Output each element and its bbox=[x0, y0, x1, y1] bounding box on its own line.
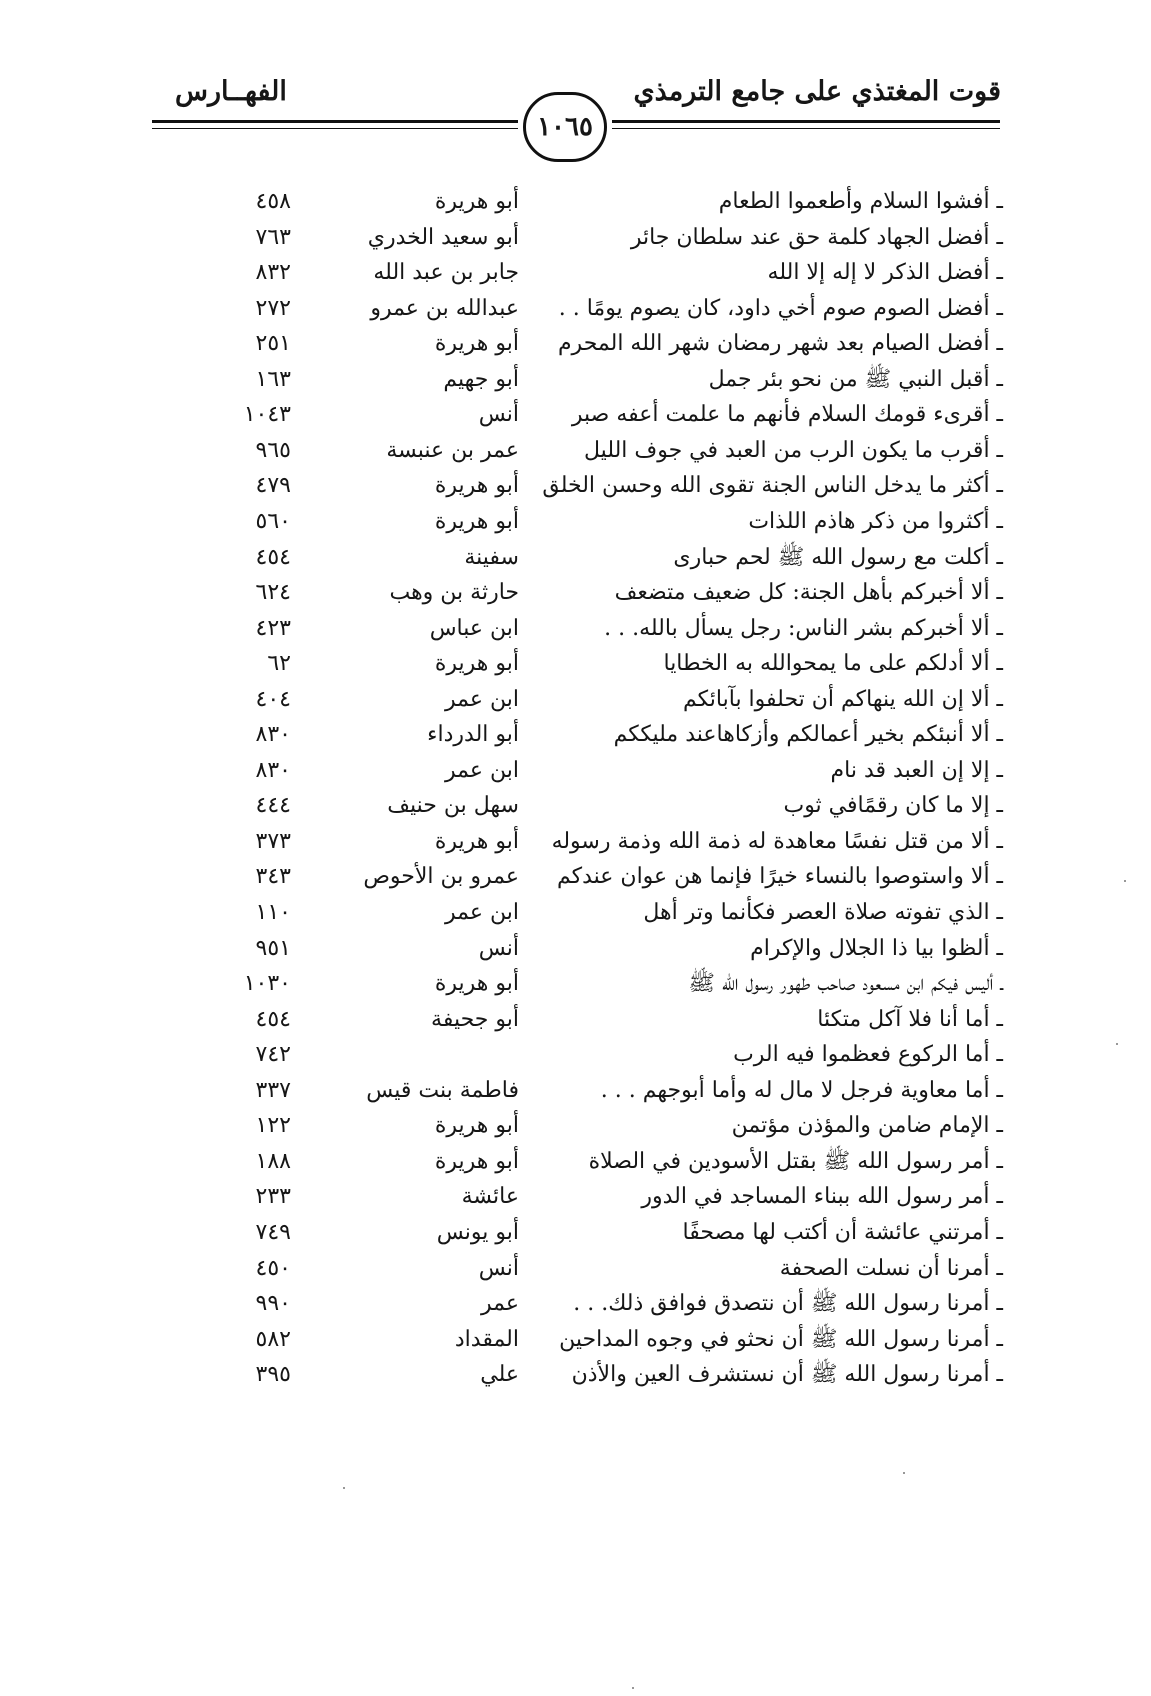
index-row bbox=[0, 1322, 1151, 1358]
hadith-text: ـ ألا أدلكم على ما يمحوالله به الخطايا bbox=[663, 651, 1003, 677]
scan-speck bbox=[1124, 880, 1126, 882]
narrator-name: علي bbox=[480, 1362, 519, 1388]
page-reference: ٩٩٠ bbox=[255, 1291, 291, 1317]
hadith-text: ـ أفضل الذكر لا إله إلا الله bbox=[767, 260, 1003, 286]
narrator-name: ابن عباس bbox=[429, 615, 519, 641]
page-reference: ١٦٣ bbox=[255, 366, 291, 392]
page-reference: ٤٠٤ bbox=[255, 686, 291, 712]
index-row bbox=[0, 1037, 1151, 1073]
narrator-name: فاطمة بنت قيس bbox=[366, 1077, 519, 1103]
page-reference: ٤٥٠ bbox=[255, 1255, 291, 1281]
page-reference: ٤٥٤ bbox=[255, 1006, 291, 1032]
hadith-text: ـ أفضل الصيام بعد شهر رمضان شهر الله المحرم bbox=[557, 331, 1003, 357]
index-row bbox=[0, 1179, 1151, 1215]
page-reference: ٤٥٨ bbox=[255, 189, 291, 214]
narrator-name: أبو هريرة bbox=[434, 828, 519, 854]
index-row bbox=[0, 1215, 1151, 1251]
hadith-text: ـ أفضل الجهاد كلمة حق عند سلطان جائر bbox=[630, 224, 1003, 250]
page-reference: ٧٦٣ bbox=[255, 224, 291, 250]
hadith-text: ـ أمر رسول الله ببناء المساجد في الدور bbox=[641, 1184, 1003, 1210]
page-reference: ٢٥١ bbox=[255, 331, 291, 357]
narrator-name: حارثة بن وهب bbox=[389, 580, 519, 606]
hadith-text: ـ أما معاوية فرجل لا مال له وأما أبوجهم . . . bbox=[600, 1077, 1003, 1103]
hadith-text: ـ أمرنا رسول الله ﷺ أن نستشرف العين والأذن bbox=[571, 1362, 1003, 1388]
hadith-text: ـ أكثروا من ذكر هاذم اللذات bbox=[748, 508, 1003, 534]
narrator-name: ابن عمر bbox=[445, 757, 519, 783]
page-number: ١٠٦٥ bbox=[523, 92, 607, 162]
index-row bbox=[0, 717, 1151, 753]
index-row bbox=[0, 220, 1151, 256]
page-reference: ١٨٨ bbox=[255, 1148, 291, 1174]
hadith-text: ـ أما أنا فلا آكل متكئا bbox=[817, 1006, 1003, 1032]
narrator-name: سفينة bbox=[464, 544, 519, 570]
hadith-text: ـ إلا إن العبد قد نام bbox=[830, 757, 1003, 783]
index-row bbox=[0, 1108, 1151, 1144]
narrator-name: ابن عمر bbox=[445, 900, 519, 925]
scan-speck bbox=[632, 1687, 634, 1689]
index-row bbox=[0, 362, 1151, 398]
index-row bbox=[0, 433, 1151, 469]
page-reference: ٣٩٥ bbox=[255, 1362, 291, 1388]
page-reference: ٢٧٢ bbox=[255, 295, 291, 321]
page-reference: ٤٧٩ bbox=[255, 473, 291, 499]
narrator-name: أبو جحيفة bbox=[431, 1006, 519, 1032]
narrator-name: أبو هريرة bbox=[434, 473, 519, 499]
narrator-name: أبو جهيم bbox=[443, 366, 519, 392]
index-row bbox=[0, 291, 1151, 327]
index-row bbox=[0, 1002, 1151, 1038]
hadith-text: ـ أقبل النبي ﷺ من نحو بئر جمل bbox=[708, 366, 1003, 392]
section-title: الفهــارس bbox=[175, 76, 287, 107]
page-reference: ٨٣٠ bbox=[255, 757, 291, 783]
narrator-name: أبو هريرة bbox=[434, 1113, 519, 1139]
narrator-name: أبو هريرة bbox=[434, 189, 519, 214]
index-row bbox=[0, 504, 1151, 540]
index-row bbox=[0, 1357, 1151, 1393]
page-reference: ٣٣٧ bbox=[255, 1077, 291, 1103]
page-reference: ٤٥٤ bbox=[255, 544, 291, 570]
index-row bbox=[0, 255, 1151, 291]
narrator-name: عبدالله بن عمرو bbox=[370, 295, 519, 321]
page-reference: ٧٤٩ bbox=[255, 1219, 291, 1245]
hadith-text: ـ أليس فيكم ابن مسعود صاحب طهور رسول الله ﷺ bbox=[688, 971, 1003, 997]
narrator-name: جابر بن عبد الله bbox=[373, 260, 519, 286]
index-row bbox=[0, 859, 1151, 895]
hadith-text: ـ الذي تفوته صلاة العصر فكأنما وتر أهل bbox=[643, 900, 1003, 925]
hadith-text: ـ الإمام ضامن والمؤذن مؤتمن bbox=[731, 1113, 1003, 1139]
hadith-text: ـ أما الركوع فعظموا فيه الرب bbox=[733, 1042, 1003, 1068]
narrator-name: أبو هريرة bbox=[434, 651, 519, 677]
index-row bbox=[0, 824, 1151, 860]
hadith-text: ـ أقرىء قومك السلام فأنهم ما علمت أعفه صبر bbox=[571, 402, 1003, 428]
narrator-name: عائشة bbox=[461, 1184, 519, 1210]
narrator-name: المقداد bbox=[454, 1326, 519, 1352]
index-row bbox=[0, 540, 1151, 576]
hadith-text: ـ أمر رسول الله ﷺ بقتل الأسودين في الصلاة bbox=[588, 1148, 1003, 1174]
narrator-name: عمر بن عنبسة bbox=[386, 437, 519, 463]
hadith-text: ـ ألا إن الله ينهاكم أن تحلفوا بآبائكم bbox=[683, 686, 1003, 712]
index-row bbox=[0, 895, 1151, 931]
index-row bbox=[0, 1073, 1151, 1109]
page-reference: ٧٤٢ bbox=[255, 1042, 291, 1068]
index-row bbox=[0, 611, 1151, 647]
page-reference: ٦٢٤ bbox=[255, 580, 291, 606]
index-row bbox=[0, 646, 1151, 682]
hadith-text: ـ إلا ما كان رقمًافي ثوب bbox=[783, 793, 1003, 819]
hadith-text: ـ أفضل الصوم صوم أخي داود، كان يصوم يومًا . . bbox=[558, 295, 1003, 321]
narrator-name: أبو سعيد الخدري bbox=[367, 224, 519, 250]
page-reference: ٢٣٣ bbox=[255, 1184, 291, 1210]
page-reference: ١١٠ bbox=[255, 900, 291, 925]
page-reference: ٩٥١ bbox=[255, 935, 291, 961]
page-reference: ٣٤٣ bbox=[255, 864, 291, 890]
narrator-name: سهل بن حنيف bbox=[387, 793, 519, 819]
index-row bbox=[0, 682, 1151, 718]
page-reference: ٤٤٤ bbox=[255, 793, 291, 819]
index-row bbox=[0, 966, 1151, 1002]
narrator-name: ابن عمر bbox=[445, 686, 519, 712]
narrator-name: أبو هريرة bbox=[434, 508, 519, 534]
hadith-text: ـ ألا من قتل نفسًا معاهدة له ذمة الله وذمة رسوله bbox=[551, 828, 1003, 854]
hadith-text: ـ أمرنا رسول الله ﷺ أن نتصدق فوافق ذلك. . . bbox=[573, 1291, 1003, 1317]
page-reference: ١٠٣٠ bbox=[243, 971, 291, 997]
narrator-name: أنس bbox=[478, 1255, 519, 1281]
index-row bbox=[0, 184, 1151, 220]
page-reference: ٨٣٢ bbox=[255, 260, 291, 286]
book-title: قوت المغتذي على جامع الترمذي bbox=[633, 76, 1001, 107]
hadith-text: ـ ألا أخبركم بشر الناس: رجل يسأل بالله. . . bbox=[604, 615, 1003, 641]
page-reference: ٥٦٠ bbox=[255, 508, 291, 534]
index-row bbox=[0, 326, 1151, 362]
narrator-name: أبو الدرداء bbox=[427, 722, 519, 748]
hadith-text: ـ أكلت مع رسول الله ﷺ لحم حبارى bbox=[673, 544, 1003, 570]
narrator-name: أنس bbox=[478, 402, 519, 428]
page-reference: ٩٦٥ bbox=[255, 437, 291, 463]
scan-speck bbox=[903, 1472, 905, 1474]
hadith-text: ـ ألا واستوصوا بالنساء خيرًا فإنما هن عوان عندكم bbox=[556, 864, 1003, 890]
scan-speck bbox=[343, 1487, 345, 1489]
narrator-name: أبو يونس bbox=[436, 1219, 519, 1245]
index-row bbox=[0, 753, 1151, 789]
scan-speck bbox=[1116, 1043, 1118, 1045]
hadith-text: ـ ألا أخبركم بأهل الجنة: كل ضعيف متضعف bbox=[614, 580, 1003, 606]
index-row bbox=[0, 575, 1151, 611]
hadith-text: ـ أفشوا السلام وأطعموا الطعام bbox=[718, 189, 1003, 214]
hadith-text: ـ أقرب ما يكون الرب من العبد في جوف الليل bbox=[584, 437, 1003, 463]
index-row bbox=[0, 1286, 1151, 1322]
hadith-text: ـ أمرتني عائشة أن أكتب لها مصحفًا bbox=[682, 1219, 1003, 1245]
index-row bbox=[0, 468, 1151, 504]
hadith-text: ـ أكثر ما يدخل الناس الجنة تقوى الله وحسن الخلق bbox=[542, 473, 1003, 499]
hadith-text: ـ ألظوا بيا ذا الجلال والإكرام bbox=[750, 935, 1003, 961]
page-reference: ١٠٤٣ bbox=[243, 402, 291, 428]
index-row bbox=[0, 931, 1151, 967]
index-row bbox=[0, 1251, 1151, 1287]
page-reference: ٦٢ bbox=[267, 651, 291, 677]
page-reference: ١٢٢ bbox=[255, 1113, 291, 1139]
narrator-name: عمرو بن الأحوص bbox=[363, 864, 519, 890]
page-reference: ٤٢٣ bbox=[255, 615, 291, 641]
narrator-name: أبو هريرة bbox=[434, 1148, 519, 1174]
hadith-text: ـ أمرنا أن نسلت الصحفة bbox=[779, 1255, 1003, 1281]
narrator-name: أنس bbox=[478, 935, 519, 961]
hadith-text: ـ ألا أنبئكم بخير أعمالكم وأزكاهاعند مليككم bbox=[613, 722, 1003, 748]
narrator-name: أبو هريرة bbox=[434, 331, 519, 357]
index-row bbox=[0, 1144, 1151, 1180]
narrator-name: عمر bbox=[481, 1291, 519, 1317]
index-row bbox=[0, 397, 1151, 433]
index-row bbox=[0, 788, 1151, 824]
narrator-name: أبو هريرة bbox=[434, 971, 519, 997]
page-reference: ٣٧٣ bbox=[255, 828, 291, 854]
page-reference: ٨٣٠ bbox=[255, 722, 291, 748]
hadith-text: ـ أمرنا رسول الله ﷺ أن نحثو في وجوه المداحين bbox=[559, 1326, 1003, 1352]
page-reference: ٥٨٢ bbox=[255, 1326, 291, 1352]
